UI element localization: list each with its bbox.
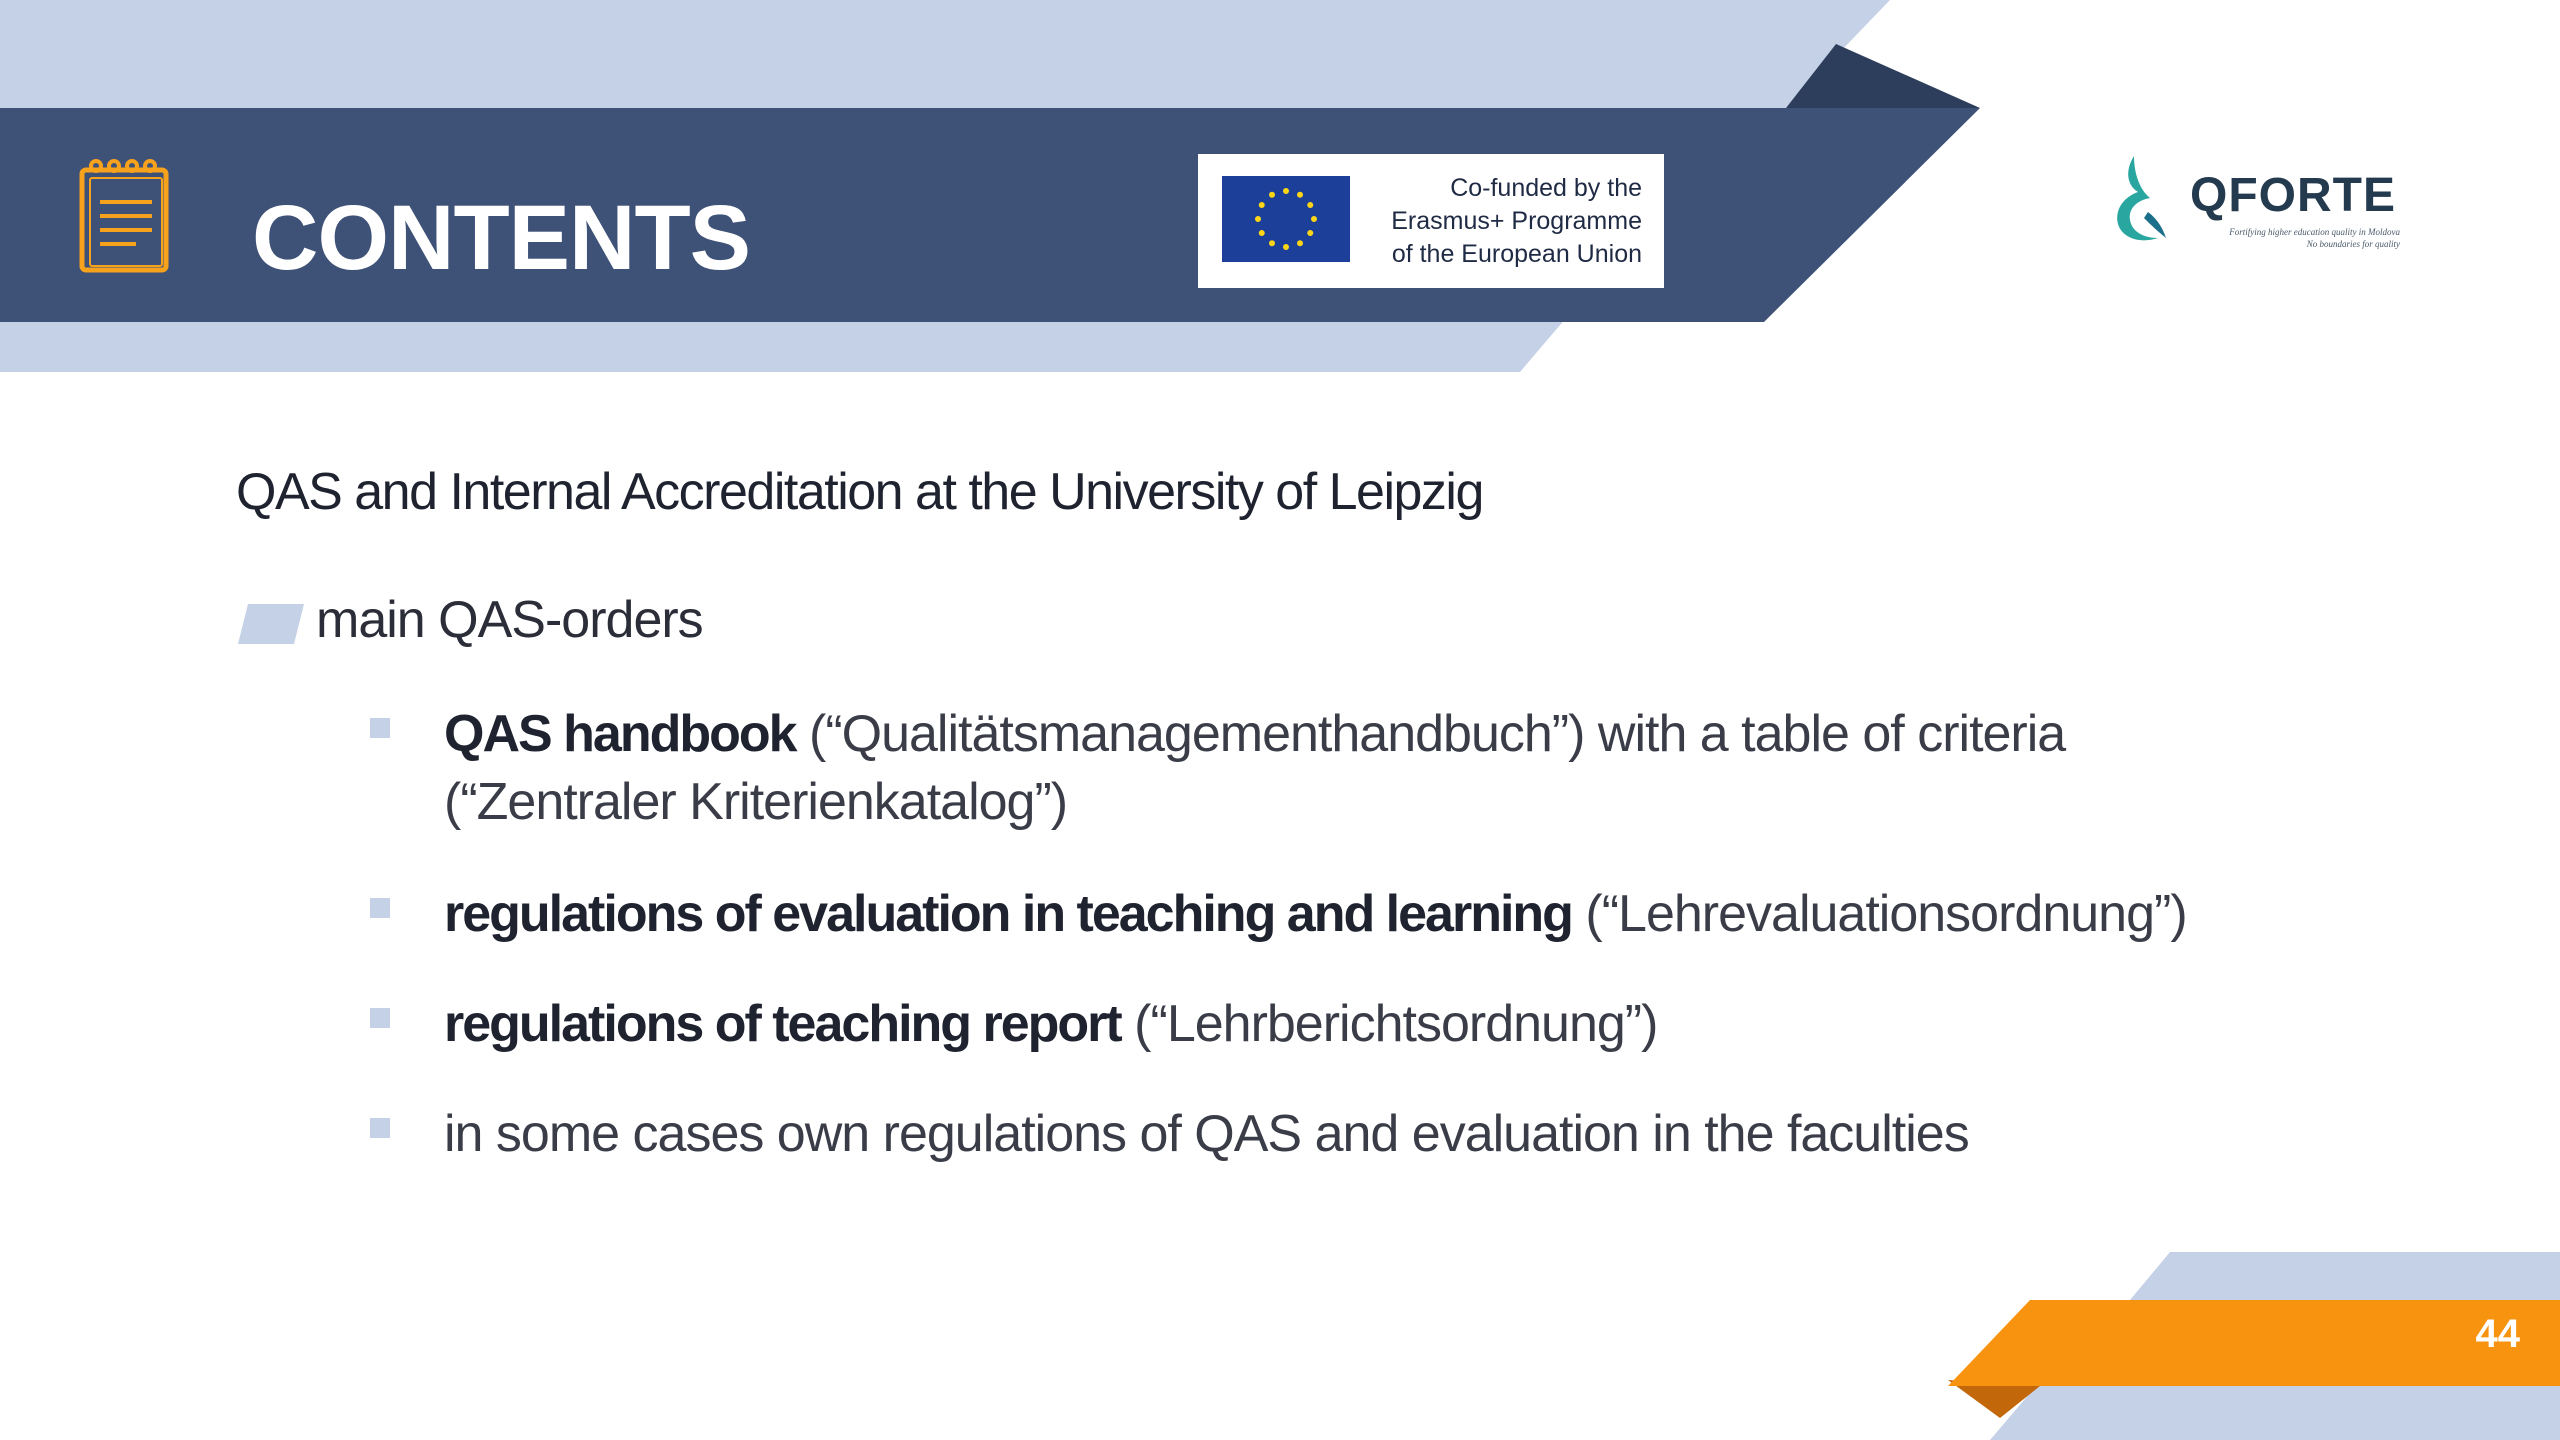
- bullet-square: [370, 1008, 390, 1028]
- eu-star: [1283, 188, 1289, 194]
- main-bullet-text: main QAS-orders: [316, 591, 703, 649]
- main-bullet-marker: [238, 604, 304, 644]
- qforte-logo: [2100, 150, 2400, 260]
- bullet-square: [370, 1118, 390, 1138]
- list-item: [370, 1100, 2190, 1170]
- qforte-swirl-icon: [2104, 152, 2176, 248]
- item-plain-text: in some cases own regulations of QAS and evaluation in the faculties: [444, 1105, 1969, 1163]
- item-bold-text: QAS handbook: [444, 705, 796, 763]
- footer-light-band-top: [2130, 1252, 2560, 1300]
- item-rest-text-line2: (“Zentraler Kriterienkatalog”): [444, 773, 1068, 831]
- eu-star: [1307, 202, 1313, 208]
- eu-flag-icon: [1222, 176, 1350, 262]
- notebook-icon: [76, 156, 174, 278]
- list-item-text: [444, 990, 2224, 1058]
- eu-line-3: of the European Union: [1391, 240, 1642, 268]
- eu-star: [1269, 192, 1275, 198]
- eu-star: [1307, 230, 1313, 236]
- list-item: [370, 990, 2190, 1060]
- qforte-tagline: [2170, 226, 2400, 250]
- list-item-text: [444, 700, 2224, 836]
- eu-cofunding-text: [1342, 172, 1642, 271]
- list-item: [370, 700, 2190, 850]
- item-rest-text: (“Lehrevaluationsordnung”): [1571, 885, 2187, 943]
- eu-line-2: Erasmus+ Programme: [1391, 207, 1642, 235]
- eu-cofunding-badge: [1198, 154, 1664, 288]
- item-bold-text: regulations of teaching report: [444, 995, 1121, 1053]
- list-item: [370, 880, 2190, 950]
- top-light-band: [0, 0, 1890, 108]
- list-item-text: [444, 880, 2224, 948]
- eu-star: [1297, 192, 1303, 198]
- header-under-band: [0, 318, 1566, 372]
- qforte-tagline-line-1: Fortifying higher education quality in Moldova: [2229, 227, 2400, 237]
- eu-star: [1297, 240, 1303, 246]
- item-rest-text: (“Lehrberichtsordnung”): [1120, 995, 1658, 1053]
- list-item-text: [444, 1100, 2224, 1168]
- item-bold-text: regulations of evaluation in teaching and learning: [444, 885, 1572, 943]
- eu-star: [1259, 202, 1265, 208]
- qforte-name: QFORTE: [2190, 169, 2396, 222]
- page-title: CONTENTS: [252, 187, 750, 289]
- eu-star: [1259, 230, 1265, 236]
- section-heading: QAS and Internal Accreditation at the University of Leipzig: [236, 463, 1483, 521]
- eu-star: [1269, 240, 1275, 246]
- eu-star: [1283, 244, 1289, 250]
- bullet-square: [370, 898, 390, 918]
- qforte-tagline-line-2: No boundaries for quality: [2306, 239, 2400, 249]
- page-number: 44: [2475, 1312, 2520, 1356]
- eu-star: [1255, 216, 1261, 222]
- eu-star: [1311, 216, 1317, 222]
- eu-line-1: Co-funded by the: [1450, 174, 1642, 202]
- footer-light-band-bottom: [1990, 1386, 2560, 1440]
- bullet-square: [370, 718, 390, 738]
- item-rest-text: (“Qualitätsmanagementhandbuch”) with a table of criteria: [795, 705, 2066, 763]
